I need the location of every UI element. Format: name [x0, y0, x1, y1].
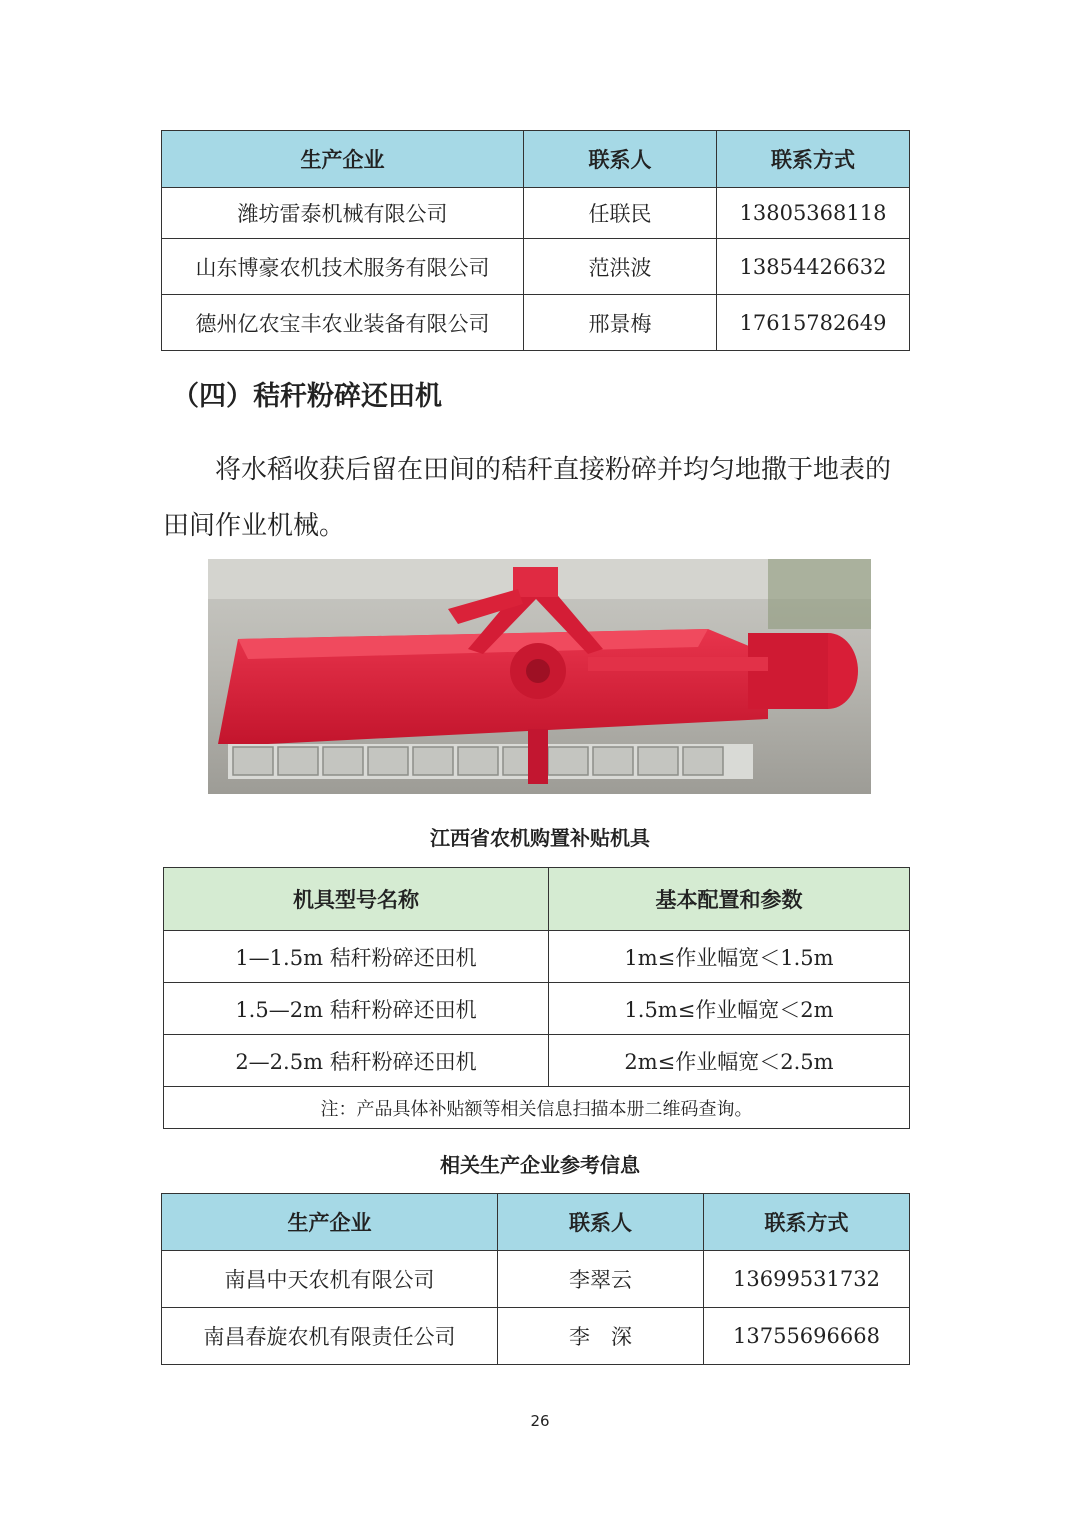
- table-row: [162, 1251, 910, 1308]
- table-row: [164, 931, 910, 983]
- contact-cell: 李 深: [498, 1308, 704, 1365]
- table-caption-subsidy: 江西省农机购置补贴机具: [430, 826, 650, 850]
- table-row: [162, 1308, 910, 1365]
- table-note: 注：产品具体补贴额等相关信息扫描本册二维码查询。: [164, 1087, 910, 1129]
- table-note-row: [164, 1087, 910, 1129]
- header-config: 基本配置和参数: [549, 868, 910, 931]
- header-contact: 联系人: [498, 1194, 704, 1251]
- table-row: [164, 983, 910, 1035]
- company-cell: 山东博豪农机技术服务有限公司: [162, 239, 524, 295]
- company-cell: 潍坊雷泰机械有限公司: [162, 188, 524, 239]
- header-company: 生产企业: [162, 1194, 498, 1251]
- phone-cell: 13854426632: [717, 239, 910, 295]
- phone-cell: 13755696668: [704, 1308, 910, 1365]
- table-caption-manufacturers: 相关生产企业参考信息: [440, 1153, 640, 1177]
- table-row: [162, 239, 910, 295]
- contact-cell: 李翠云: [498, 1251, 704, 1308]
- header-company: 生产企业: [162, 131, 524, 188]
- config-cell: 1.5m≤作业幅宽＜2m: [549, 983, 910, 1035]
- table-row: [164, 1035, 910, 1087]
- company-cell: 南昌春旋农机有限责任公司: [162, 1308, 498, 1365]
- subsidy-machines-table: [163, 867, 910, 1129]
- header-model-name: 机具型号名称: [164, 868, 549, 931]
- phone-cell: 13699531732: [704, 1251, 910, 1308]
- model-cell: 2—2.5m 秸秆粉碎还田机: [164, 1035, 549, 1087]
- machine-photo: [208, 559, 871, 794]
- header-phone: 联系方式: [717, 131, 910, 188]
- header-contact: 联系人: [524, 131, 717, 188]
- model-cell: 1.5—2m 秸秆粉碎还田机: [164, 983, 549, 1035]
- section-intro: 将水稻收获后留在田间的秸秆直接粉碎并均匀地撒于地表的田间作业机械。: [163, 455, 892, 541]
- company-cell: 德州亿农宝丰农业装备有限公司: [162, 295, 524, 351]
- contact-cell: 任联民: [524, 188, 717, 239]
- table-row: [162, 188, 910, 239]
- company-cell: 南昌中天农机有限公司: [162, 1251, 498, 1308]
- contact-cell: 邢景梅: [524, 295, 717, 351]
- config-cell: 1m≤作业幅宽＜1.5m: [549, 931, 910, 983]
- phone-cell: 13805368118: [717, 188, 910, 239]
- manufacturers-table-2: [161, 1193, 910, 1365]
- manufacturers-table-1: [161, 130, 910, 351]
- page-number: 26: [530, 1412, 550, 1430]
- section-heading: （四）秸秆粉碎还田机: [172, 381, 442, 412]
- table-row: [162, 295, 910, 351]
- header-phone: 联系方式: [704, 1194, 910, 1251]
- config-cell: 2m≤作业幅宽＜2.5m: [549, 1035, 910, 1087]
- phone-cell: 17615782649: [717, 295, 910, 351]
- model-cell: 1—1.5m 秸秆粉碎还田机: [164, 931, 549, 983]
- contact-cell: 范洪波: [524, 239, 717, 295]
